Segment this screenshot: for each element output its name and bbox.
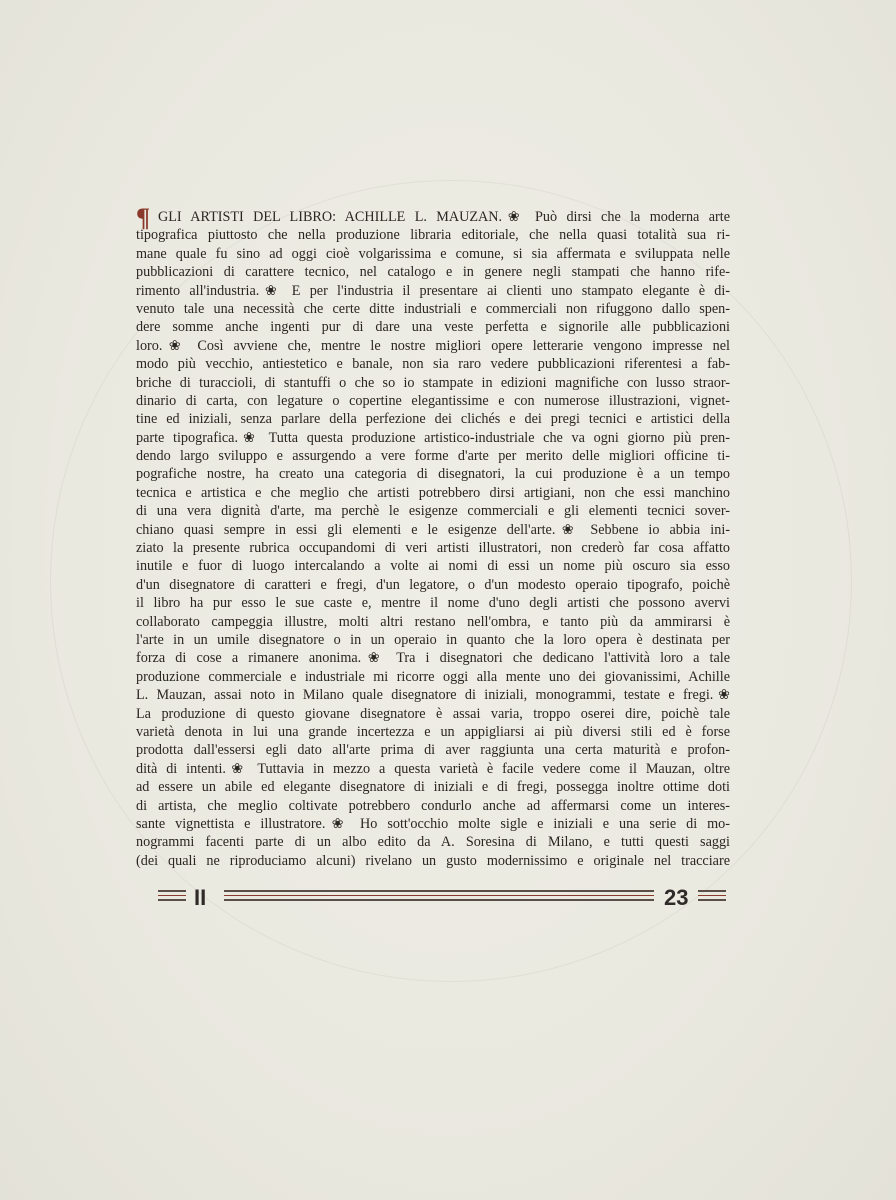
page-footer bbox=[158, 884, 728, 912]
footer-left-rules bbox=[158, 890, 186, 904]
footer-center-rules bbox=[224, 890, 654, 904]
text-line: ziato la presente rubrica occupandomi di veri artisti illustratori, non crederò far cosa affatto bbox=[136, 540, 730, 557]
text-line: mane quale fu sino ad oggi cioè volgarissima e comune, si sia affermata e sviluppata nelle bbox=[136, 245, 730, 262]
text-line: dità di intenti.❀ Tuttavia in mezzo a questa varietà è facile vedere come il Mauzan, oltre bbox=[136, 760, 730, 777]
text-line: ad essere un abile ed elegante disegnatore di iniziali e di fregi, possegga inoltre ottime doti bbox=[136, 779, 730, 796]
text-line: dere somme anche ingenti pur di dare una veste perfetta e signorile alle pubblicazioni bbox=[136, 319, 730, 336]
text-line: GLI ARTISTI DEL LIBRO: ACHILLE L. MAUZAN.❀ Può dirsi che la moderna arte bbox=[158, 209, 730, 225]
text-line: tecnica e artistica e che meglio che artisti potrebbero dirsi artigiani, non che essi manchino bbox=[136, 484, 730, 501]
text-line: inutile e fuor di luogo intercalando a volte ai nomi di essi un nome più oscuro sia esso bbox=[136, 558, 730, 575]
text-line: tine ed iniziali, senza parlare della perfezione dei clichés e dei pregi tecnici e artistici della bbox=[136, 411, 730, 428]
article-text-block bbox=[136, 203, 730, 870]
footer-right-rules bbox=[698, 890, 726, 904]
text-line: produzione commerciale e industriale mi ricorre oggi alla mente uno dei giovanissimi, Achille bbox=[136, 668, 730, 685]
text-line: l'arte in un umile disegnatore o in un operaio in quanto che la loro opera è destinata per bbox=[136, 631, 730, 648]
text-line: modo più vecchio, antiestetico e banale, non sia raro vedere pubblicazioni riferentesi a fab- bbox=[136, 356, 730, 373]
text-line: pubblicazioni di carattere tecnico, nel catalogo e in genere negli stampati che hanno rife- bbox=[136, 264, 730, 281]
text-line: (dei quali ne riproduciamo alcuni) rivelano un gusto modernissimo e originale nel tracciare bbox=[136, 852, 730, 869]
text-line: nogrammi facenti parte di un albo edito da A. Soresina di Milano, e tutti questi saggi bbox=[136, 834, 730, 851]
text-line: rimento all'industria.❀ E per l'industria il presentare ai clienti uno stampato elegante è di- bbox=[136, 282, 730, 299]
text-line: d'un disegnatore di caratteri e fregi, d'un legatore, o d'un modesto operaio tipografo, poichè bbox=[136, 576, 730, 593]
text-line: dinario di carta, con legature o copertine elegantissime e con numerose illustrazioni, vignet- bbox=[136, 392, 730, 409]
text-line: sante vignettista e illustratore.❀ Ho sott'occhio molte sigle e iniziali e una serie di mo- bbox=[136, 815, 730, 832]
text-line: venuto tale una necessità che certe ditte industriali e commerciali non rifuggono dallo spen- bbox=[136, 300, 730, 317]
text-line: di una vera dignità d'arte, ma perchè le esigenze commerciali e gli elementi tecnici sover- bbox=[136, 503, 730, 520]
text-line: parte tipografica.❀ Tutta questa produzione artistico-industriale che va ogni giorno più pren- bbox=[136, 429, 730, 446]
volume-number: II bbox=[194, 885, 207, 910]
text-line: La produzione di questo giovane disegnatore è assai varia, troppo oserei dire, poichè tale bbox=[136, 705, 730, 722]
text-line: prodotta dall'essersi egli dato all'arte prima di aver raggiunta una certa maturità e profon- bbox=[136, 742, 730, 759]
text-line: collaborato campeggia illustre, molti altri restano nell'ombra, e tanto più da ammirarsi è bbox=[136, 613, 730, 630]
text-line: tipografica piuttosto che nella produzione libraria editoriale, che nella quasi totalità sua ri- bbox=[136, 227, 730, 244]
text-line: briche di turaccioli, di stantuffi o che so io stampate in edizioni magnifiche con lusso straor- bbox=[136, 374, 730, 391]
text-line: di artista, che meglio coltivate potrebbero condurlo anche ad affermarsi come un interes- bbox=[136, 797, 730, 814]
text-line: dendo largo sviluppo e assurgendo a vere forme d'arte per merito delle migliori officine ti- bbox=[136, 448, 730, 465]
text-line: forza di cose a rimanere anonima.❀ Tra i disegnatori che dedicano l'attività loro a tale bbox=[136, 650, 730, 667]
text-line: pografiche nostre, ha creato una categoria di disegnatori, la cui produzione è a un tempo bbox=[136, 466, 730, 483]
text-line: L. Mauzan, assai noto in Milano quale disegnatore di iniziali, monogrammi, testate e fregi.❀ bbox=[136, 687, 730, 704]
text-line: chiano quasi sempre in essi gli elementi e le esigenze dell'arte.❀ Sebbene io abbia ini- bbox=[136, 521, 730, 538]
pilcrow-ornament: ¶ bbox=[136, 203, 151, 232]
text-line: loro.❀ Così avviene che, mentre le nostre migliori opere letterarie vengono impresse nel bbox=[136, 337, 730, 354]
page-number: 23 bbox=[664, 885, 689, 910]
text-line: varietà denota in lui una grande incertezza e un appigliarsi ai più diversi stili ed è forse bbox=[136, 723, 730, 740]
article-lines bbox=[136, 208, 730, 870]
text-line: il libro ha pur esso le sue caste e, mentre il nome d'uno degli artisti che possono avervi bbox=[136, 595, 730, 612]
